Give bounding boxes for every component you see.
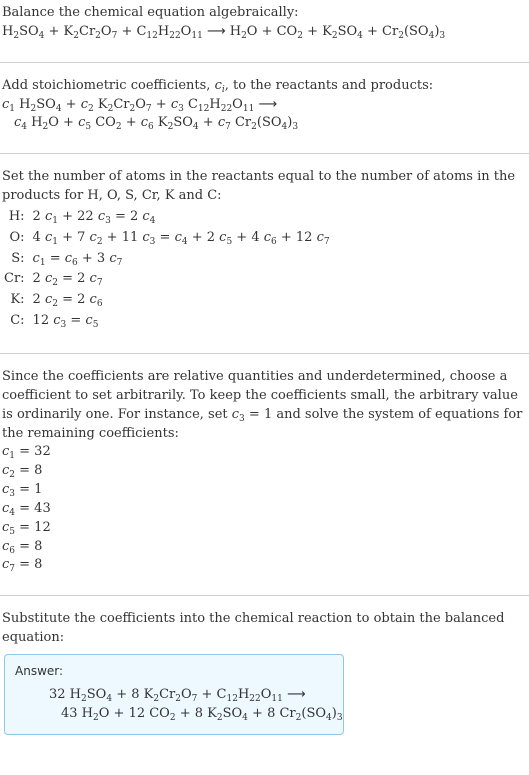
atom-equation-row — [4, 312, 336, 333]
answer-label: Answer: — [15, 663, 64, 678]
step1-text: Add stoichiometric coefficients, $c_i$, to the reactants and products: — [2, 77, 434, 95]
coefficient-value: $c_6 = 8$ — [2, 538, 43, 556]
coefficient-value: $c_1 = 32$ — [2, 444, 51, 462]
intro-section — [0, 0, 529, 52]
atom-equation: 2 $c_2 = 2$ $c_6$ — [32, 292, 103, 310]
element-label: O: — [9, 229, 25, 245]
atom-equation: 2 $c_2 = 2$ $c_7$ — [32, 271, 103, 289]
atom-equation: 12 $c_3 = c_5$ — [32, 313, 99, 331]
coefficient-equation-line2: $c_4$ $H_2O + c_5$ $CO_2 + c_6$ $K_2SO_4 + c_7$ $Cr_2(SO_4)_3$ — [14, 115, 299, 133]
step2-text: Set the number of atoms in the reactants equal to the number of atoms in the products for H, O, S, Cr, K and C: — [2, 169, 516, 204]
atom-equation: 2 $c_1 + 22$ $c_3 = 2$ $c_4$ — [32, 208, 156, 226]
balanced-equation-line2: 43 $H_2O + 12$ $CO_2 + 8$ $K_2SO_4 + 8$ $Cr_2(SO_4)_3$ — [61, 706, 343, 724]
coefficient-values — [2, 443, 523, 575]
balanced-equation-line1: 32 $H_2SO_4 + 8$ $K_2Cr_2O_7 + C_{12}H_{22}O_{11}$ ⟶ — [49, 687, 306, 705]
solve-section — [0, 364, 529, 585]
atom-equation: 4 $c_1 + 7$ $c_2 + 11$ $c_3 = c_4 + 2$ $c_5 + 4$ $c_6 + 12$ $c_7$ — [32, 229, 330, 247]
intro-text: Balance the chemical equation algebraically: — [2, 5, 299, 20]
element-label: Cr: — [4, 271, 25, 287]
element-label: S: — [11, 250, 25, 266]
atom-equation-row — [4, 229, 336, 250]
atom-equation-row — [4, 208, 336, 229]
atom-equation-row — [4, 291, 336, 312]
atom-balance-section — [0, 164, 529, 343]
unbalanced-equation: $H_2SO_4 + K_2Cr_2O_7 + C_{12}H_{22}O_{11}$ ⟶ $H_2O + CO_2 + K_2SO_4 + Cr_2(SO_4)_3$ — [2, 23, 446, 41]
element-label: H: — [8, 208, 25, 224]
element-label: C: — [10, 313, 25, 329]
answer-section — [0, 606, 529, 745]
step4-text: Substitute the coefficients into the chemical reaction to obtain the balanced equation: — [2, 611, 505, 646]
coefficient-value: $c_3 = 1$ — [2, 482, 43, 500]
divider — [0, 153, 529, 154]
answer-box — [4, 654, 344, 735]
coefficient-equation-line1: $c_1$ $H_2SO_4 + c_2$ $K_2Cr_2O_7 + c_3$ $C_{12}H_{22}O_{11}$ ⟶ — [2, 96, 278, 114]
coefficient-value: $c_7 = 8$ — [2, 557, 43, 575]
divider — [0, 595, 529, 596]
step3-text: Since the coefficients are relative quantities and underdetermined, choose a coefficient to set arbitrarily. To keep the coefficients small, the arbitrary value is ordinarily one. For instance, set $c_3 = 1$ and solve the system of equations for the remaining coefficients: — [2, 368, 523, 441]
coefficient-value: $c_2 = 8$ — [2, 463, 43, 481]
divider — [0, 353, 529, 354]
atom-equation-row — [4, 250, 336, 271]
coefficient-value: $c_4 = 43$ — [2, 500, 51, 518]
coefficient-value: $c_5 = 12$ — [2, 519, 51, 537]
atom-equations-table — [4, 208, 336, 333]
divider — [0, 62, 529, 63]
element-label: K: — [10, 292, 25, 308]
atom-equation: $c_1 = c_6 + 3$ $c_7$ — [32, 250, 123, 268]
coefficients-section — [0, 73, 529, 144]
atom-equation-row — [4, 270, 336, 291]
